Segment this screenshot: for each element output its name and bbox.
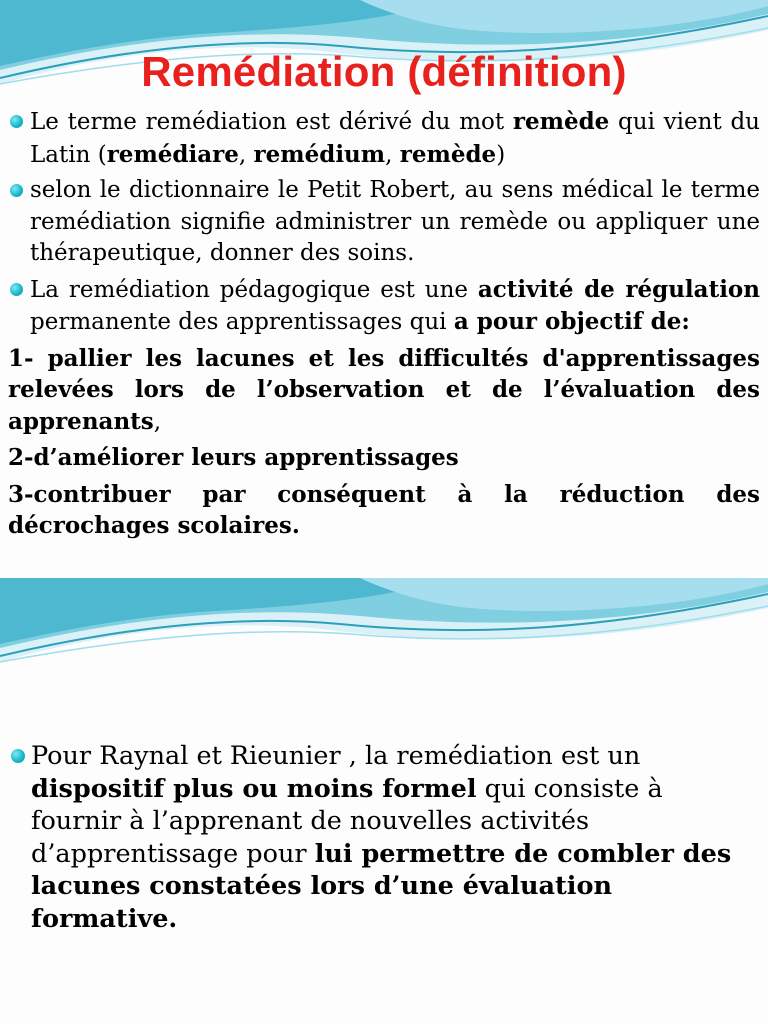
bullet-point — [8, 106, 760, 171]
text-run: ) — [496, 141, 506, 168]
bold-text-run: remède — [512, 108, 610, 135]
bold-text-run: lui permettre de combler des lacunes constatées lors d’une évaluation formative. — [31, 838, 732, 934]
text-run: Le terme remédiation est dérivé du mot — [30, 109, 513, 135]
bullet-icon — [11, 749, 25, 763]
bold-text-run: remédium — [253, 140, 386, 168]
slide-2-content — [8, 740, 738, 935]
bold-text-run: remède — [399, 140, 497, 168]
bullet-icon — [10, 283, 23, 296]
numbered-item: 3-contribuer par conséquent à la réduction des décrochages scolaires. — [8, 480, 760, 539]
bold-text-run: dispositif plus ou moins formel — [31, 773, 477, 804]
text-run: La remédiation pédagogique est une — [30, 276, 478, 303]
text-run: Pour Raynal et Rieunier , la remédiation est un — [31, 741, 641, 771]
bullet-icon — [10, 184, 23, 197]
text-run: selon le dictionnaire le Petit Robert, au sens médical le terme remédiation signifie administrer un remède ou appliquer une thérapeutique, donner des soins. — [30, 177, 760, 266]
bullet-point — [8, 175, 760, 270]
slide-2 — [0, 578, 768, 1024]
bold-text-run: a pour objectif de: — [453, 308, 690, 335]
bold-text-run: activité de régulation — [477, 275, 760, 303]
text-run: , — [238, 141, 254, 168]
text-run: qui vient du Latin ( — [30, 109, 760, 168]
bold-text-run: remédiare — [106, 140, 239, 168]
bullet-icon — [10, 115, 23, 128]
numbered-item: 1- pallier les lacunes et les difficultés d'apprentissages relevées lors de l’observation et de l’évaluation des apprenants, — [8, 344, 760, 435]
bullet-point — [8, 740, 738, 935]
text-run: qui consiste à fournir à l’apprenant de nouvelles activités d’apprentissage pour — [31, 773, 663, 869]
numbered-item: 2-d’améliorer leurs apprentissages — [8, 444, 459, 471]
slide-title: Remédiation (définition) — [141, 48, 627, 95]
text-run: permanente des apprentissages qui — [30, 309, 454, 335]
wave-header-decoration — [0, 578, 768, 678]
bullet-point — [8, 274, 760, 339]
text-run: , — [385, 141, 400, 168]
slide-1-content — [8, 106, 760, 547]
